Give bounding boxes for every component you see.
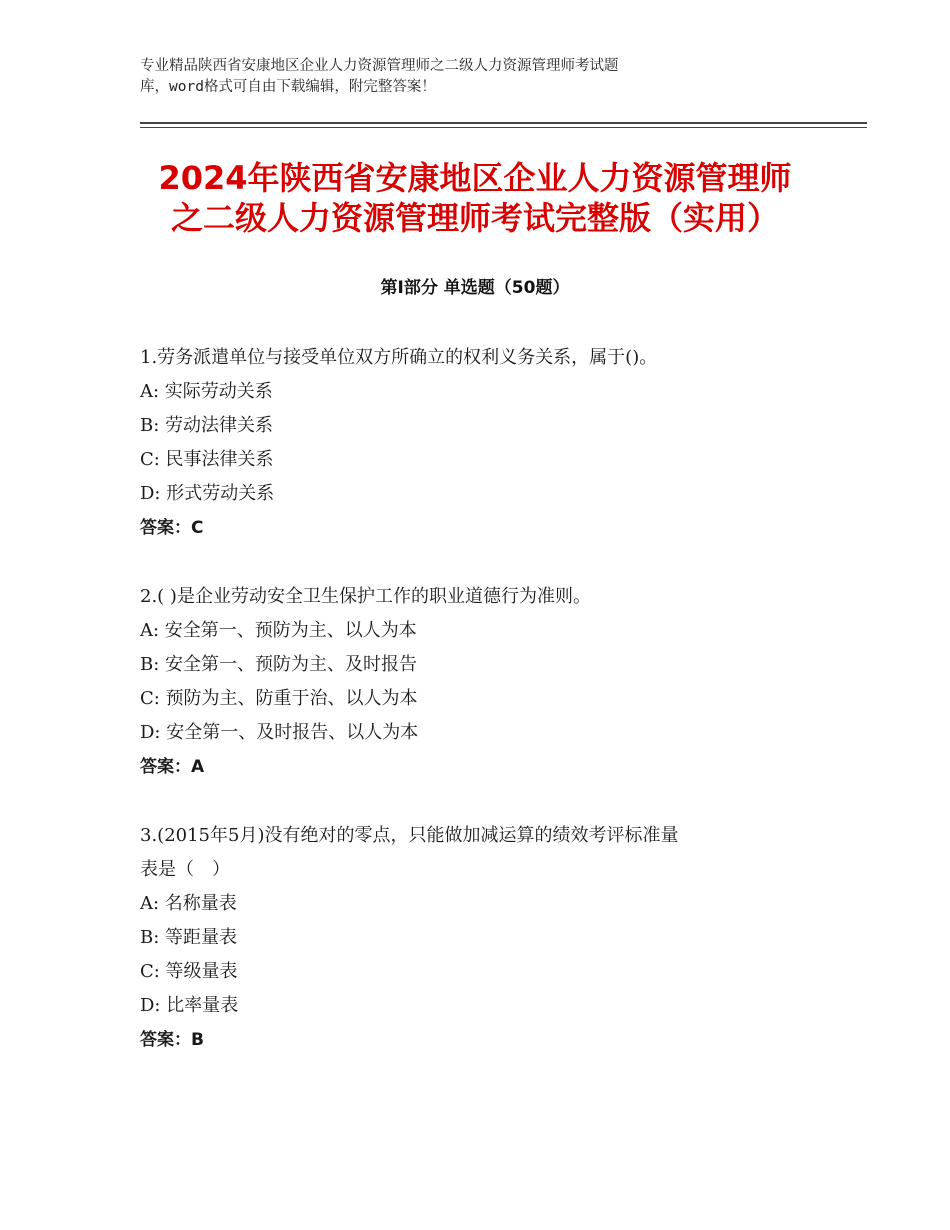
header-note (140, 56, 780, 98)
header-rule-thick (140, 122, 867, 124)
question-stem: 3.(2015年5月)没有绝对的零点，只能做加减运算的绩效考评标准量 (140, 825, 679, 846)
answer: 答案：C (140, 518, 204, 538)
answer: 答案：B (140, 1030, 204, 1050)
question-stem-cont: 表是（ ） (140, 859, 230, 880)
header-note-line: 库，word格式可自由下载编辑，附完整答案！ (140, 79, 436, 95)
question-stem: 1.劳务派遣单位与接受单位双方所确立的权利义务关系，属于()。 (140, 347, 658, 368)
title-line: 之二级人力资源管理师考试完整版（实用） (170, 199, 779, 237)
option-b: B: 安全第一、预防为主、及时报告 (140, 654, 418, 675)
option-c: C: 等级量表 (140, 961, 238, 982)
question-2 (140, 580, 840, 784)
option-d: D: 安全第一、及时报告、以人为本 (140, 722, 419, 743)
question-1 (140, 341, 840, 545)
title-line: 2024年陕西省安康地区企业人力资源管理师 (158, 159, 792, 197)
option-d: D: 形式劳动关系 (140, 483, 275, 504)
option-a: A: 实际劳动关系 (140, 381, 273, 402)
header-rule-thin (140, 127, 867, 128)
option-a: A: 安全第一、预防为主、以人为本 (140, 620, 417, 641)
option-b: B: 等距量表 (140, 927, 238, 948)
option-c: C: 预防为主、防重于治、以人为本 (140, 688, 418, 709)
option-d: D: 比率量表 (140, 995, 239, 1016)
option-a: A: 名称量表 (140, 893, 237, 914)
option-b: B: 劳动法律关系 (140, 415, 274, 436)
header-note-line: 专业精品陕西省安康地区企业人力资源管理师之二级人力资源管理师考试题 (140, 58, 619, 74)
option-c: C: 民事法律关系 (140, 449, 274, 470)
answer: 答案：A (140, 757, 205, 777)
question-stem: 2.( )是企业劳动安全卫生保护工作的职业道德行为准则。 (140, 586, 591, 607)
section-heading: 第Ⅰ部分 单选题（50题） (380, 278, 570, 298)
question-3 (140, 819, 840, 1057)
document-title (0, 158, 950, 238)
